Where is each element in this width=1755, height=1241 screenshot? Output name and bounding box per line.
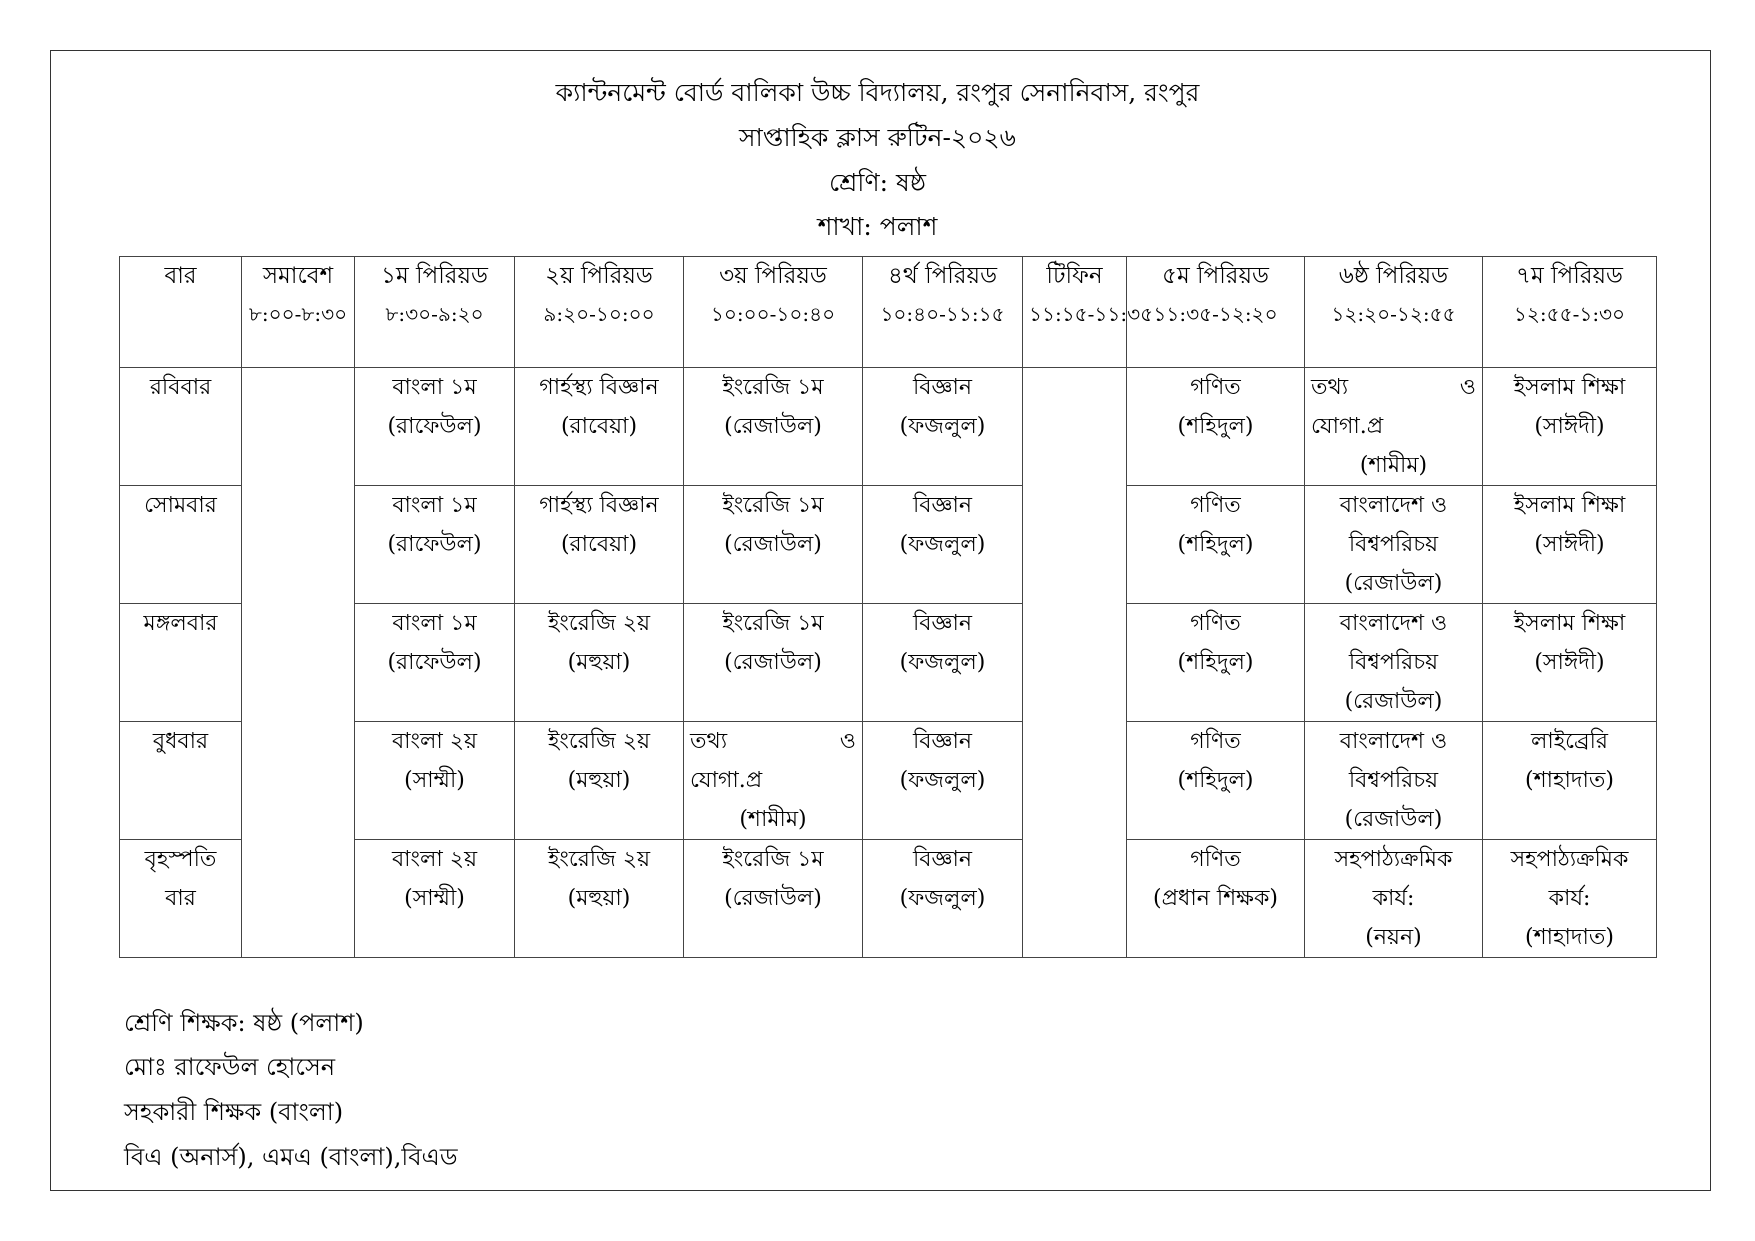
column-header bbox=[1023, 257, 1154, 368]
subject: বাংলা ১ম bbox=[392, 611, 477, 636]
subject: ইসলাম শিক্ষা bbox=[1513, 611, 1626, 636]
period-cell bbox=[355, 486, 515, 604]
subject-word: তথ্য bbox=[1311, 375, 1349, 400]
teacher-name: মোঃ রাফেউল হোসেন bbox=[124, 1053, 336, 1081]
subject-word: ও bbox=[839, 729, 856, 754]
assembly-cell bbox=[242, 368, 355, 958]
teacher: (প্রধান শিক্ষক) bbox=[1153, 886, 1278, 911]
period-cell bbox=[515, 604, 684, 722]
teacher-qualification: বিএ (অনার্স), এমএ (বাংলা),বিএড bbox=[124, 1143, 458, 1171]
subject-word: ও bbox=[1459, 375, 1476, 400]
teacher: (সাম্মী) bbox=[404, 768, 465, 793]
subject: বাংলা ১ম bbox=[392, 375, 477, 400]
teacher: (শহিদুল) bbox=[1177, 532, 1254, 557]
teacher: (শাহাদাত) bbox=[1525, 925, 1614, 950]
subject: সহপাঠ্যক্রমিক কার্য: bbox=[1334, 847, 1453, 911]
column-time: ৮:০০-৮:৩০ bbox=[248, 302, 348, 326]
teacher: (সাঈদী) bbox=[1534, 650, 1605, 675]
period-cell bbox=[1127, 722, 1305, 840]
subject-word: তথ্য bbox=[690, 729, 728, 754]
column-time: ১২:২০-১২:৫৫ bbox=[1331, 302, 1456, 326]
column-header bbox=[1305, 257, 1483, 368]
subject: ইংরেজি ১ম bbox=[722, 493, 824, 518]
school-name: ক্যান্টনমেন্ট বোর্ড বালিকা উচ্চ বিদ্যালয়, রংপুর সেনানিবাস, রংপুর bbox=[555, 78, 1200, 107]
subject: ইংরেজি ১ম bbox=[722, 611, 824, 636]
day-cell: সোমবার bbox=[120, 486, 242, 604]
teacher: (ফজলুল) bbox=[899, 886, 986, 911]
day-cell: মঙ্গলবার bbox=[120, 604, 242, 722]
period-cell bbox=[355, 604, 515, 722]
column-header bbox=[863, 257, 1023, 368]
subject: গণিত bbox=[1190, 729, 1241, 754]
column-header bbox=[242, 257, 355, 368]
period-cell bbox=[863, 604, 1023, 722]
period-cell bbox=[1483, 604, 1657, 722]
column-name: ৪র্থ পিরিয়ড bbox=[887, 263, 998, 289]
period-cell bbox=[684, 840, 863, 958]
subject: লাইব্রেরি bbox=[1530, 729, 1609, 754]
day-cell: বুধবার bbox=[120, 722, 242, 840]
period-cell bbox=[355, 722, 515, 840]
subject: ইংরেজি ১ম bbox=[722, 847, 824, 872]
column-header bbox=[120, 257, 242, 368]
teacher: (রাবেয়া) bbox=[560, 414, 638, 439]
subject: গণিত bbox=[1190, 847, 1241, 872]
teacher: (ফজলুল) bbox=[899, 532, 986, 557]
period-cell bbox=[684, 604, 863, 722]
column-time: ১০:০০-১০:৪০ bbox=[710, 302, 836, 326]
period-cell bbox=[1483, 722, 1657, 840]
subject: বাংলা ২য় bbox=[391, 729, 478, 754]
subject: ইসলাম শিক্ষা bbox=[1513, 493, 1626, 518]
teacher: (রাবেয়া) bbox=[560, 532, 638, 557]
column-header bbox=[1127, 257, 1305, 368]
routine-title: সাপ্তাহিক ক্লাস রুটিন-২০২৬ bbox=[739, 123, 1016, 152]
period-cell bbox=[1305, 840, 1483, 958]
subject: বিজ্ঞান bbox=[912, 847, 973, 872]
section-label: শাখা: পলাশ bbox=[817, 212, 938, 241]
teacher: (ফজলুল) bbox=[899, 650, 986, 675]
column-name: ৫ম পিরিয়ড bbox=[1162, 263, 1269, 289]
column-name: ২য় পিরিয়ড bbox=[545, 263, 653, 289]
column-name: ১ম পিরিয়ড bbox=[381, 263, 488, 289]
subject: বাংলাদেশ ও বিশ্বপরিচয় bbox=[1339, 729, 1448, 793]
teacher: (রেজাউল) bbox=[724, 532, 822, 557]
period-cell bbox=[863, 840, 1023, 958]
teacher: (মহুয়া) bbox=[567, 768, 631, 793]
teacher: (শহিদুল) bbox=[1177, 414, 1254, 439]
subject: ইংরেজি ১ম bbox=[722, 375, 824, 400]
subject-line bbox=[1311, 368, 1476, 407]
column-name: ৬ষ্ঠ পিরিয়ড bbox=[1338, 263, 1449, 289]
teacher: (সাঈদী) bbox=[1534, 414, 1605, 439]
column-time: ৮:৩০-৯:২০ bbox=[385, 302, 484, 326]
period-cell bbox=[1127, 604, 1305, 722]
column-time: ১২:৫৫-১:৩০ bbox=[1513, 302, 1626, 326]
subject: বিজ্ঞান bbox=[912, 375, 973, 400]
teacher: (রেজাউল) bbox=[1344, 571, 1443, 596]
column-time: ৯:২০-১০:০০ bbox=[543, 302, 655, 326]
period-cell bbox=[1305, 722, 1483, 840]
teacher: (রেজাউল) bbox=[1344, 689, 1443, 714]
period-cell bbox=[1127, 486, 1305, 604]
class-label: শ্রেণি: ষষ্ঠ bbox=[828, 168, 927, 197]
teacher: (মহুয়া) bbox=[567, 886, 631, 911]
column-name: টিফিন bbox=[1046, 263, 1103, 289]
column-header bbox=[515, 257, 684, 368]
period-cell bbox=[1483, 840, 1657, 958]
teacher: (মহুয়া) bbox=[567, 650, 631, 675]
subject: গণিত bbox=[1190, 493, 1241, 518]
period-cell bbox=[1305, 368, 1483, 486]
teacher: (রাফেউল) bbox=[387, 650, 482, 675]
subject: বাংলাদেশ ও বিশ্বপরিচয় bbox=[1339, 493, 1448, 557]
teacher: (শাহাদাত) bbox=[1525, 768, 1614, 793]
period-cell bbox=[863, 368, 1023, 486]
period-cell bbox=[1127, 368, 1305, 486]
column-name: ৩য় পিরিয়ড bbox=[719, 263, 827, 289]
class-routine-table bbox=[119, 256, 1657, 958]
period-cell bbox=[515, 722, 684, 840]
teacher: (নয়ন) bbox=[1365, 925, 1422, 950]
subject: সহপাঠ্যক্রমিক কার্য: bbox=[1510, 847, 1629, 911]
column-name: ৭ম পিরিয়ড bbox=[1516, 263, 1623, 289]
period-cell bbox=[1483, 486, 1657, 604]
column-time: ১১:১৫-১১:৩৫ bbox=[1029, 302, 1154, 326]
subject: ইসলাম শিক্ষা bbox=[1513, 375, 1626, 400]
subject: বাংলা ২য় bbox=[391, 847, 478, 872]
teacher: (শামীম) bbox=[739, 807, 807, 832]
subject: বাংলা ১ম bbox=[392, 493, 477, 518]
period-cell bbox=[1305, 486, 1483, 604]
subject: বিজ্ঞান bbox=[912, 611, 973, 636]
teacher: (শহিদুল) bbox=[1177, 768, 1254, 793]
subject: বাংলাদেশ ও বিশ্বপরিচয় bbox=[1339, 611, 1448, 675]
table-row bbox=[120, 368, 1657, 486]
period-cell bbox=[515, 368, 684, 486]
teacher: (রেজাউল) bbox=[1344, 807, 1443, 832]
column-time: ১০:৪০-১১:১৫ bbox=[880, 302, 1005, 326]
period-cell bbox=[684, 722, 863, 840]
period-cell bbox=[515, 486, 684, 604]
column-name: সমাবেশ bbox=[262, 263, 334, 289]
period-cell bbox=[863, 722, 1023, 840]
teacher: (রেজাউল) bbox=[724, 886, 822, 911]
subject: ইংরেজি ২য় bbox=[547, 847, 651, 872]
subject: ইংরেজি ২য় bbox=[547, 729, 651, 754]
teacher: (সাম্মী) bbox=[404, 886, 465, 911]
day-cell: রবিবার bbox=[120, 368, 242, 486]
teacher: (ফজলুল) bbox=[899, 768, 986, 793]
period-cell bbox=[1483, 368, 1657, 486]
period-cell bbox=[515, 840, 684, 958]
period-cell bbox=[355, 840, 515, 958]
teacher: (রেজাউল) bbox=[724, 650, 822, 675]
subject-word: যোগা.প্র bbox=[1311, 414, 1384, 439]
day-cell: বৃহস্পতি বার bbox=[120, 840, 242, 958]
subject: বিজ্ঞান bbox=[912, 729, 973, 754]
teacher: (সাঈদী) bbox=[1534, 532, 1605, 557]
period-cell bbox=[1127, 840, 1305, 958]
period-cell bbox=[684, 368, 863, 486]
column-header bbox=[1483, 257, 1657, 368]
subject-word: যোগা.প্র bbox=[690, 768, 763, 793]
table-header-row bbox=[120, 257, 1657, 368]
subject: বিজ্ঞান bbox=[912, 493, 973, 518]
column-header bbox=[355, 257, 515, 368]
period-cell bbox=[1305, 604, 1483, 722]
teacher: (রাফেউল) bbox=[387, 532, 482, 557]
period-cell bbox=[684, 486, 863, 604]
column-time: ১১:৩৫-১২:২০ bbox=[1153, 302, 1278, 326]
period-cell bbox=[863, 486, 1023, 604]
class-teacher-label: শ্রেণি শিক্ষক: ষষ্ঠ (পলাশ) bbox=[124, 1009, 364, 1037]
teacher: (শহিদুল) bbox=[1177, 650, 1254, 675]
period-cell bbox=[355, 368, 515, 486]
tiffin-cell bbox=[1023, 368, 1127, 958]
subject-line bbox=[690, 722, 856, 761]
teacher: (রেজাউল) bbox=[724, 414, 822, 439]
subject: ইংরেজি ২য় bbox=[547, 611, 651, 636]
teacher: (রাফেউল) bbox=[387, 414, 482, 439]
subject: গার্হস্থ্য বিজ্ঞান bbox=[539, 375, 659, 400]
subject: গণিত bbox=[1190, 611, 1241, 636]
column-header bbox=[684, 257, 863, 368]
teacher-designation: সহকারী শিক্ষক (বাংলা) bbox=[124, 1098, 344, 1126]
column-name: বার bbox=[164, 263, 197, 289]
teacher: (শামীম) bbox=[1359, 453, 1428, 478]
teacher: (ফজলুল) bbox=[899, 414, 986, 439]
subject: গণিত bbox=[1190, 375, 1241, 400]
subject: গার্হস্থ্য বিজ্ঞান bbox=[539, 493, 659, 518]
